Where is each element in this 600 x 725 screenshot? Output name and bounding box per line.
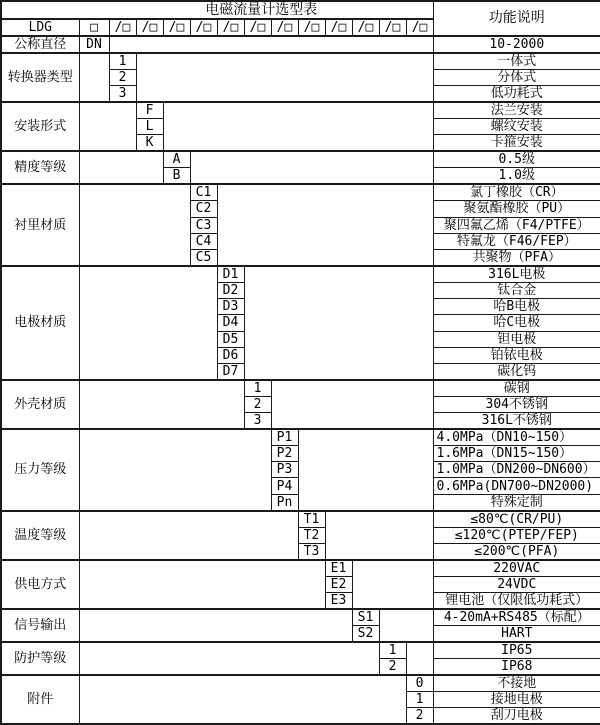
- model-slot-cell: /□: [406, 19, 433, 36]
- option-desc-cell: 220VAC: [433, 560, 600, 577]
- option-code-cell: S2: [352, 626, 379, 643]
- option-code-cell: 3: [109, 86, 136, 103]
- option-code-cell: L: [136, 119, 163, 135]
- option-code-cell: 2: [406, 708, 433, 725]
- option-desc-cell: IP65: [433, 642, 600, 659]
- table-title: 电磁流量计选型表: [1, 1, 433, 19]
- empty-region-cell: [352, 560, 433, 609]
- option-desc-cell: 螺纹安装: [433, 119, 600, 135]
- option-desc-cell: 氯丁橡胶（CR）: [433, 184, 600, 201]
- option-desc-cell: 特殊定制: [433, 494, 600, 511]
- option-desc-cell: 钛合金: [433, 282, 600, 298]
- option-code-cell: D4: [217, 315, 244, 331]
- option-desc-cell: 锂电池（仅限低功耗式）: [433, 593, 600, 610]
- spacer-cell: [79, 102, 136, 151]
- empty-region-cell: [109, 36, 433, 53]
- option-desc-cell: 接地电极: [433, 692, 600, 708]
- model-base-slot-cell: □: [79, 19, 109, 36]
- empty-region-cell: [325, 511, 433, 560]
- option-desc-cell: 聚氨酯橡胶（PU）: [433, 201, 600, 217]
- empty-region-cell: [244, 266, 433, 380]
- option-desc-cell: 0.5级: [433, 151, 600, 168]
- spacer-cell: [79, 609, 352, 642]
- option-desc-cell: 1.0MPa（DN200~DN600）: [433, 462, 600, 478]
- option-desc-cell: ≤200℃(PFA): [433, 543, 600, 560]
- option-desc-cell: IP68: [433, 659, 600, 676]
- option-code-cell: 3: [244, 413, 271, 430]
- model-slot-cell: /□: [109, 19, 136, 36]
- option-desc-cell: 哈C电极: [433, 315, 600, 331]
- option-desc-cell: 1.6MPa（DN15~150）: [433, 446, 600, 462]
- option-desc-cell: ≤120℃(PTEP/FEP): [433, 527, 600, 543]
- empty-region-cell: [163, 102, 433, 151]
- option-code-cell: 1: [109, 53, 136, 70]
- option-desc-cell: 聚四氟乙烯（F4/PTFE）: [433, 217, 600, 233]
- option-code-cell: 2: [379, 659, 406, 676]
- option-desc-cell: ≤80℃(CR/PU): [433, 511, 600, 528]
- option-desc-cell: 刮刀电极: [433, 708, 600, 725]
- option-code-cell: E2: [325, 576, 352, 592]
- option-desc-cell: 碳化钨: [433, 363, 600, 380]
- group-label-cell: 安装形式: [1, 102, 79, 151]
- empty-region-cell: [190, 151, 433, 184]
- option-code-cell: D5: [217, 331, 244, 347]
- option-code-cell: 2: [244, 396, 271, 412]
- option-desc-cell: 一体式: [433, 53, 600, 70]
- model-prefix-cell: LDG: [1, 19, 79, 36]
- option-desc-cell: 特氟龙（F46/FEP）: [433, 233, 600, 249]
- option-desc-cell: HART: [433, 626, 600, 643]
- option-code-cell: S1: [352, 609, 379, 626]
- group-label-cell: 电极材质: [1, 266, 79, 380]
- spacer-cell: [79, 511, 298, 560]
- option-code-cell: P2: [271, 446, 298, 462]
- group-label-cell: 精度等级: [1, 151, 79, 184]
- option-code-cell: A: [163, 151, 190, 168]
- group-label-cell: 公称直径: [1, 36, 79, 53]
- option-desc-cell: 4.0MPa（DN10~150）: [433, 429, 600, 446]
- option-code-cell: D6: [217, 347, 244, 363]
- option-code-cell: D7: [217, 363, 244, 380]
- spacer-cell: [79, 184, 190, 266]
- option-desc-cell: 钽电极: [433, 331, 600, 347]
- function-column-header: 功能说明: [433, 1, 600, 36]
- group-label-cell: 压力等级: [1, 429, 79, 511]
- option-code-cell: T1: [298, 511, 325, 528]
- option-code-cell: P3: [271, 462, 298, 478]
- option-code-cell: T2: [298, 527, 325, 543]
- option-desc-cell: 24VDC: [433, 576, 600, 592]
- spacer-cell: [79, 380, 244, 429]
- option-code-cell: Pn: [271, 494, 298, 511]
- model-slot-cell: /□: [190, 19, 217, 36]
- option-desc-cell: 碳钢: [433, 380, 600, 397]
- model-slot-cell: /□: [379, 19, 406, 36]
- option-desc-cell: 铂铱电极: [433, 347, 600, 363]
- option-code-cell: D3: [217, 299, 244, 315]
- group-label-cell: 供电方式: [1, 560, 79, 609]
- model-slot-cell: /□: [136, 19, 163, 36]
- empty-region-cell: [271, 380, 433, 429]
- option-code-cell: P4: [271, 478, 298, 494]
- group-label-cell: 温度等级: [1, 511, 79, 560]
- option-code-cell: F: [136, 102, 163, 119]
- option-desc-cell: 低功耗式: [433, 86, 600, 103]
- option-desc-cell: 1.0级: [433, 168, 600, 185]
- spacer-cell: [79, 560, 325, 609]
- option-desc-cell: 共聚物（PFA）: [433, 249, 600, 266]
- group-label-cell: 外壳材质: [1, 380, 79, 429]
- empty-region-cell: [298, 429, 433, 511]
- option-code-cell: C3: [190, 217, 217, 233]
- option-code-cell: E1: [325, 560, 352, 577]
- empty-region-cell: [136, 53, 433, 102]
- group-label-cell: 防护等级: [1, 642, 79, 675]
- option-code-cell: C4: [190, 233, 217, 249]
- option-code-cell: K: [136, 135, 163, 152]
- model-slot-cell: /□: [217, 19, 244, 36]
- option-code-cell: 1: [379, 642, 406, 659]
- model-slot-cell: /□: [298, 19, 325, 36]
- group-label-cell: 附件: [1, 675, 79, 724]
- option-code-cell: 2: [109, 70, 136, 86]
- spacer-cell: [79, 429, 271, 511]
- option-code-cell: C1: [190, 184, 217, 201]
- option-desc-cell: 卡箍安装: [433, 135, 600, 152]
- option-desc-cell: 4-20mA+RS485（标配）: [433, 609, 600, 626]
- model-slot-cell: /□: [244, 19, 271, 36]
- spacer-cell: [79, 675, 406, 724]
- option-code-cell: B: [163, 168, 190, 185]
- option-desc-cell: 304不锈钢: [433, 396, 600, 412]
- option-desc-cell: 法兰安装: [433, 102, 600, 119]
- option-desc-cell: 0.6MPa(DN700~DN2000): [433, 478, 600, 494]
- model-slot-cell: /□: [352, 19, 379, 36]
- empty-region-cell: [379, 609, 433, 642]
- option-code-cell: P1: [271, 429, 298, 446]
- option-code-cell: E3: [325, 593, 352, 610]
- option-code-cell: T3: [298, 543, 325, 560]
- option-code-cell: 1: [244, 380, 271, 397]
- option-desc-cell: 10-2000: [433, 36, 600, 53]
- group-label-cell: 转换器类型: [1, 53, 79, 102]
- option-desc-cell: 316L不锈钢: [433, 413, 600, 430]
- option-desc-cell: 316L电极: [433, 266, 600, 283]
- spacer-cell: [79, 53, 109, 102]
- option-code-cell: 0: [406, 675, 433, 692]
- option-code-cell: D2: [217, 282, 244, 298]
- option-code-cell: C5: [190, 249, 217, 266]
- option-code-cell: 1: [406, 692, 433, 708]
- option-code-cell: D1: [217, 266, 244, 283]
- spacer-cell: [79, 642, 379, 675]
- option-code-cell: C2: [190, 201, 217, 217]
- empty-region-cell: [217, 184, 433, 266]
- empty-region-cell: [406, 642, 433, 675]
- group-label-cell: 衬里材质: [1, 184, 79, 266]
- option-desc-cell: 哈B电极: [433, 299, 600, 315]
- spacer-cell: [79, 151, 163, 184]
- model-slot-cell: /□: [325, 19, 352, 36]
- option-code-cell: DN: [79, 36, 109, 53]
- option-desc-cell: 不接地: [433, 675, 600, 692]
- model-slot-cell: /□: [163, 19, 190, 36]
- model-slot-cell: /□: [271, 19, 298, 36]
- group-label-cell: 信号输出: [1, 609, 79, 642]
- spacer-cell: [79, 266, 217, 380]
- option-desc-cell: 分体式: [433, 70, 600, 86]
